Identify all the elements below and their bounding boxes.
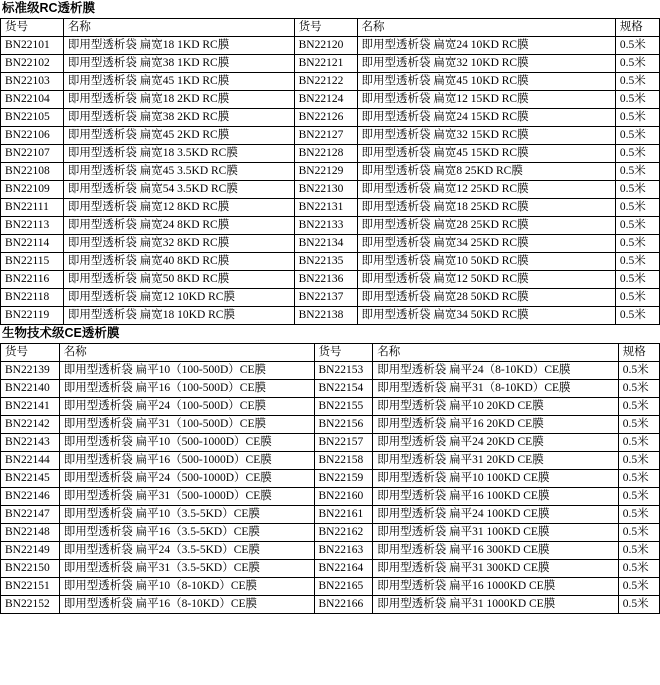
cell-code-right: BN22160 xyxy=(314,488,373,506)
column-header-code-left: 货号 xyxy=(1,19,64,37)
cell-spec: 0.5米 xyxy=(618,380,659,398)
cell-name-right: 即用型透析袋 扁平24 100KD CE膜 xyxy=(373,506,618,524)
cell-spec: 0.5米 xyxy=(618,416,659,434)
table-row xyxy=(1,560,660,578)
cell-spec: 0.5米 xyxy=(618,452,659,470)
table-row xyxy=(1,91,660,109)
cell-code-right: BN22124 xyxy=(294,91,357,109)
cell-code-left: BN22147 xyxy=(1,506,60,524)
cell-name-left: 即用型透析袋 扁宽45 3.5KD RC膜 xyxy=(63,163,294,181)
table-row xyxy=(1,145,660,163)
cell-spec: 0.5米 xyxy=(618,362,659,380)
column-header-code-right: 货号 xyxy=(294,19,357,37)
cell-name-right: 即用型透析袋 扁平24（8-10KD）CE膜 xyxy=(373,362,618,380)
cell-name-right: 即用型透析袋 扁宽34 25KD RC膜 xyxy=(357,235,615,253)
table-row xyxy=(1,37,660,55)
cell-code-right: BN22157 xyxy=(314,434,373,452)
cell-code-right: BN22128 xyxy=(294,145,357,163)
cell-code-left: BN22140 xyxy=(1,380,60,398)
cell-code-left: BN22107 xyxy=(1,145,64,163)
cell-spec: 0.5米 xyxy=(615,181,659,199)
cell-name-left: 即用型透析袋 扁平10（3.5-5KD）CE膜 xyxy=(59,506,314,524)
cell-name-right: 即用型透析袋 扁平24 20KD CE膜 xyxy=(373,434,618,452)
column-header-spec: 规格 xyxy=(615,19,659,37)
cell-name-left: 即用型透析袋 扁宽12 8KD RC膜 xyxy=(63,199,294,217)
cell-spec: 0.5米 xyxy=(618,596,659,614)
cell-spec: 0.5米 xyxy=(615,73,659,91)
cell-code-left: BN22145 xyxy=(1,470,60,488)
cell-spec: 0.5米 xyxy=(618,470,659,488)
cell-name-left: 即用型透析袋 扁宽18 2KD RC膜 xyxy=(63,91,294,109)
table-row xyxy=(1,55,660,73)
cell-code-right: BN22137 xyxy=(294,289,357,307)
cell-code-right: BN22164 xyxy=(314,560,373,578)
cell-spec: 0.5米 xyxy=(618,488,659,506)
cell-spec: 0.5米 xyxy=(615,127,659,145)
cell-spec: 0.5米 xyxy=(615,289,659,307)
cell-name-left: 即用型透析袋 扁平24（500-1000D）CE膜 xyxy=(59,470,314,488)
cell-spec: 0.5米 xyxy=(618,560,659,578)
cell-spec: 0.5米 xyxy=(615,55,659,73)
cell-spec: 0.5米 xyxy=(615,199,659,217)
cell-name-right: 即用型透析袋 扁宽34 50KD RC膜 xyxy=(357,307,615,325)
column-header-code-right: 货号 xyxy=(314,344,373,362)
cell-name-right: 即用型透析袋 扁宽10 50KD RC膜 xyxy=(357,253,615,271)
cell-name-right: 即用型透析袋 扁宽18 25KD RC膜 xyxy=(357,199,615,217)
table-body-rc xyxy=(1,37,660,325)
cell-spec: 0.5米 xyxy=(618,434,659,452)
cell-name-right: 即用型透析袋 扁平31 100KD CE膜 xyxy=(373,524,618,542)
table-row xyxy=(1,235,660,253)
cell-name-left: 即用型透析袋 扁宽50 8KD RC膜 xyxy=(63,271,294,289)
cell-name-right: 即用型透析袋 扁平16 100KD CE膜 xyxy=(373,488,618,506)
column-header-name-right: 名称 xyxy=(373,344,618,362)
cell-spec: 0.5米 xyxy=(618,398,659,416)
table-row xyxy=(1,163,660,181)
cell-code-right: BN22166 xyxy=(314,596,373,614)
column-header-name-left: 名称 xyxy=(59,344,314,362)
cell-code-right: BN22165 xyxy=(314,578,373,596)
table-header-row xyxy=(1,19,660,37)
cell-code-right: BN22156 xyxy=(314,416,373,434)
cell-code-right: BN22158 xyxy=(314,452,373,470)
cell-name-right: 即用型透析袋 扁平31 1000KD CE膜 xyxy=(373,596,618,614)
table-row xyxy=(1,488,660,506)
cell-name-right: 即用型透析袋 扁平31 300KD CE膜 xyxy=(373,560,618,578)
cell-name-left: 即用型透析袋 扁宽12 10KD RC膜 xyxy=(63,289,294,307)
table-body-ce xyxy=(1,362,660,614)
cell-name-right: 即用型透析袋 扁平31 20KD CE膜 xyxy=(373,452,618,470)
table-row xyxy=(1,398,660,416)
table-row xyxy=(1,199,660,217)
cell-name-right: 即用型透析袋 扁宽28 50KD RC膜 xyxy=(357,289,615,307)
cell-name-left: 即用型透析袋 扁平16（100-500D）CE膜 xyxy=(59,380,314,398)
cell-name-right: 即用型透析袋 扁宽24 15KD RC膜 xyxy=(357,109,615,127)
column-header-code-left: 货号 xyxy=(1,344,60,362)
cell-code-right: BN22126 xyxy=(294,109,357,127)
table-row xyxy=(1,416,660,434)
cell-name-left: 即用型透析袋 扁平16（500-1000D）CE膜 xyxy=(59,452,314,470)
cell-name-left: 即用型透析袋 扁宽45 1KD RC膜 xyxy=(63,73,294,91)
cell-spec: 0.5米 xyxy=(615,109,659,127)
cell-name-left: 即用型透析袋 扁宽32 8KD RC膜 xyxy=(63,235,294,253)
column-header-spec: 规格 xyxy=(618,344,659,362)
cell-code-left: BN22102 xyxy=(1,55,64,73)
cell-code-left: BN22141 xyxy=(1,398,60,416)
cell-code-left: BN22115 xyxy=(1,253,64,271)
cell-name-left: 即用型透析袋 扁宽40 8KD RC膜 xyxy=(63,253,294,271)
cell-spec: 0.5米 xyxy=(615,235,659,253)
cell-code-left: BN22148 xyxy=(1,524,60,542)
column-header-name-right: 名称 xyxy=(357,19,615,37)
cell-name-right: 即用型透析袋 扁宽45 15KD RC膜 xyxy=(357,145,615,163)
cell-code-left: BN22119 xyxy=(1,307,64,325)
cell-code-left: BN22144 xyxy=(1,452,60,470)
cell-code-right: BN22154 xyxy=(314,380,373,398)
cell-name-left: 即用型透析袋 扁宽38 2KD RC膜 xyxy=(63,109,294,127)
cell-code-right: BN22127 xyxy=(294,127,357,145)
cell-spec: 0.5米 xyxy=(618,542,659,560)
cell-name-left: 即用型透析袋 扁宽24 8KD RC膜 xyxy=(63,217,294,235)
cell-name-left: 即用型透析袋 扁宽18 1KD RC膜 xyxy=(63,37,294,55)
cell-name-right: 即用型透析袋 扁宽24 10KD RC膜 xyxy=(357,37,615,55)
cell-code-left: BN22108 xyxy=(1,163,64,181)
table-row xyxy=(1,434,660,452)
cell-spec: 0.5米 xyxy=(615,271,659,289)
cell-name-right: 即用型透析袋 扁宽8 25KD RC膜 xyxy=(357,163,615,181)
cell-name-left: 即用型透析袋 扁平16（3.5-5KD）CE膜 xyxy=(59,524,314,542)
table-row xyxy=(1,524,660,542)
cell-name-right: 即用型透析袋 扁宽28 25KD RC膜 xyxy=(357,217,615,235)
table-row xyxy=(1,596,660,614)
cell-name-right: 即用型透析袋 扁平16 20KD CE膜 xyxy=(373,416,618,434)
product-table-ce xyxy=(0,343,660,614)
table-row xyxy=(1,289,660,307)
cell-name-right: 即用型透析袋 扁宽12 25KD RC膜 xyxy=(357,181,615,199)
cell-code-left: BN22105 xyxy=(1,109,64,127)
table-row xyxy=(1,470,660,488)
cell-code-left: BN22150 xyxy=(1,560,60,578)
cell-code-right: BN22162 xyxy=(314,524,373,542)
cell-code-left: BN22151 xyxy=(1,578,60,596)
cell-code-right: BN22136 xyxy=(294,271,357,289)
table-row xyxy=(1,253,660,271)
cell-code-left: BN22116 xyxy=(1,271,64,289)
cell-code-left: BN22146 xyxy=(1,488,60,506)
cell-name-left: 即用型透析袋 扁平24（3.5-5KD）CE膜 xyxy=(59,542,314,560)
cell-code-right: BN22153 xyxy=(314,362,373,380)
cell-code-left: BN22103 xyxy=(1,73,64,91)
cell-code-right: BN22135 xyxy=(294,253,357,271)
cell-code-left: BN22113 xyxy=(1,217,64,235)
cell-spec: 0.5米 xyxy=(615,253,659,271)
cell-name-left: 即用型透析袋 扁平31（100-500D）CE膜 xyxy=(59,416,314,434)
cell-name-right: 即用型透析袋 扁平10 20KD CE膜 xyxy=(373,398,618,416)
cell-name-right: 即用型透析袋 扁宽12 50KD RC膜 xyxy=(357,271,615,289)
cell-code-left: BN22111 xyxy=(1,199,64,217)
cell-code-right: BN22130 xyxy=(294,181,357,199)
column-header-name-left: 名称 xyxy=(63,19,294,37)
cell-name-right: 即用型透析袋 扁平31（8-10KD）CE膜 xyxy=(373,380,618,398)
table-row xyxy=(1,307,660,325)
cell-code-left: BN22142 xyxy=(1,416,60,434)
table-row xyxy=(1,109,660,127)
table-row xyxy=(1,127,660,145)
cell-name-right: 即用型透析袋 扁宽32 10KD RC膜 xyxy=(357,55,615,73)
cell-code-right: BN22133 xyxy=(294,217,357,235)
table-row xyxy=(1,362,660,380)
cell-code-left: BN22114 xyxy=(1,235,64,253)
cell-spec: 0.5米 xyxy=(615,217,659,235)
cell-name-right: 即用型透析袋 扁宽45 10KD RC膜 xyxy=(357,73,615,91)
cell-code-left: BN22149 xyxy=(1,542,60,560)
cell-code-left: BN22118 xyxy=(1,289,64,307)
cell-name-left: 即用型透析袋 扁宽45 2KD RC膜 xyxy=(63,127,294,145)
cell-name-left: 即用型透析袋 扁平24（100-500D）CE膜 xyxy=(59,398,314,416)
cell-name-left: 即用型透析袋 扁平10（500-1000D）CE膜 xyxy=(59,434,314,452)
section-title-rc: 标准级RC透析膜 xyxy=(2,1,96,15)
cell-name-right: 即用型透析袋 扁宽12 15KD RC膜 xyxy=(357,91,615,109)
cell-code-right: BN22129 xyxy=(294,163,357,181)
table-row xyxy=(1,271,660,289)
cell-spec: 0.5米 xyxy=(618,506,659,524)
table-row xyxy=(1,380,660,398)
cell-spec: 0.5米 xyxy=(615,163,659,181)
table-header-row xyxy=(1,344,660,362)
cell-code-right: BN22163 xyxy=(314,542,373,560)
cell-code-right: BN22138 xyxy=(294,307,357,325)
cell-code-right: BN22155 xyxy=(314,398,373,416)
table-row xyxy=(1,217,660,235)
cell-name-left: 即用型透析袋 扁宽18 3.5KD RC膜 xyxy=(63,145,294,163)
cell-name-left: 即用型透析袋 扁宽38 1KD RC膜 xyxy=(63,55,294,73)
cell-name-right: 即用型透析袋 扁平10 100KD CE膜 xyxy=(373,470,618,488)
cell-spec: 0.5米 xyxy=(615,37,659,55)
table-row xyxy=(1,452,660,470)
cell-code-right: BN22161 xyxy=(314,506,373,524)
cell-code-left: BN22109 xyxy=(1,181,64,199)
table-row xyxy=(1,542,660,560)
table-row xyxy=(1,181,660,199)
table-row xyxy=(1,73,660,91)
cell-spec: 0.5米 xyxy=(615,145,659,163)
cell-code-left: BN22104 xyxy=(1,91,64,109)
cell-name-left: 即用型透析袋 扁平31（3.5-5KD）CE膜 xyxy=(59,560,314,578)
cell-code-right: BN22121 xyxy=(294,55,357,73)
cell-code-left: BN22139 xyxy=(1,362,60,380)
cell-name-left: 即用型透析袋 扁宽18 10KD RC膜 xyxy=(63,307,294,325)
product-table-rc xyxy=(0,18,660,325)
cell-name-left: 即用型透析袋 扁宽54 3.5KD RC膜 xyxy=(63,181,294,199)
cell-name-right: 即用型透析袋 扁宽32 15KD RC膜 xyxy=(357,127,615,145)
cell-spec: 0.5米 xyxy=(615,307,659,325)
cell-name-left: 即用型透析袋 扁平31（500-1000D）CE膜 xyxy=(59,488,314,506)
cell-code-left: BN22143 xyxy=(1,434,60,452)
cell-code-right: BN22131 xyxy=(294,199,357,217)
cell-code-right: BN22122 xyxy=(294,73,357,91)
cell-name-left: 即用型透析袋 扁平10（100-500D）CE膜 xyxy=(59,362,314,380)
cell-code-right: BN22134 xyxy=(294,235,357,253)
cell-name-right: 即用型透析袋 扁平16 300KD CE膜 xyxy=(373,542,618,560)
cell-name-left: 即用型透析袋 扁平16（8-10KD）CE膜 xyxy=(59,596,314,614)
table-row xyxy=(1,578,660,596)
cell-code-right: BN22159 xyxy=(314,470,373,488)
cell-code-left: BN22101 xyxy=(1,37,64,55)
cell-name-right: 即用型透析袋 扁平16 1000KD CE膜 xyxy=(373,578,618,596)
table-row xyxy=(1,506,660,524)
cell-code-left: BN22152 xyxy=(1,596,60,614)
cell-spec: 0.5米 xyxy=(618,578,659,596)
cell-spec: 0.5米 xyxy=(618,524,659,542)
cell-name-left: 即用型透析袋 扁平10（8-10KD）CE膜 xyxy=(59,578,314,596)
cell-code-right: BN22120 xyxy=(294,37,357,55)
cell-code-left: BN22106 xyxy=(1,127,64,145)
cell-spec: 0.5米 xyxy=(615,91,659,109)
section-title-ce: 生物技术级CE透析膜 xyxy=(2,326,120,340)
